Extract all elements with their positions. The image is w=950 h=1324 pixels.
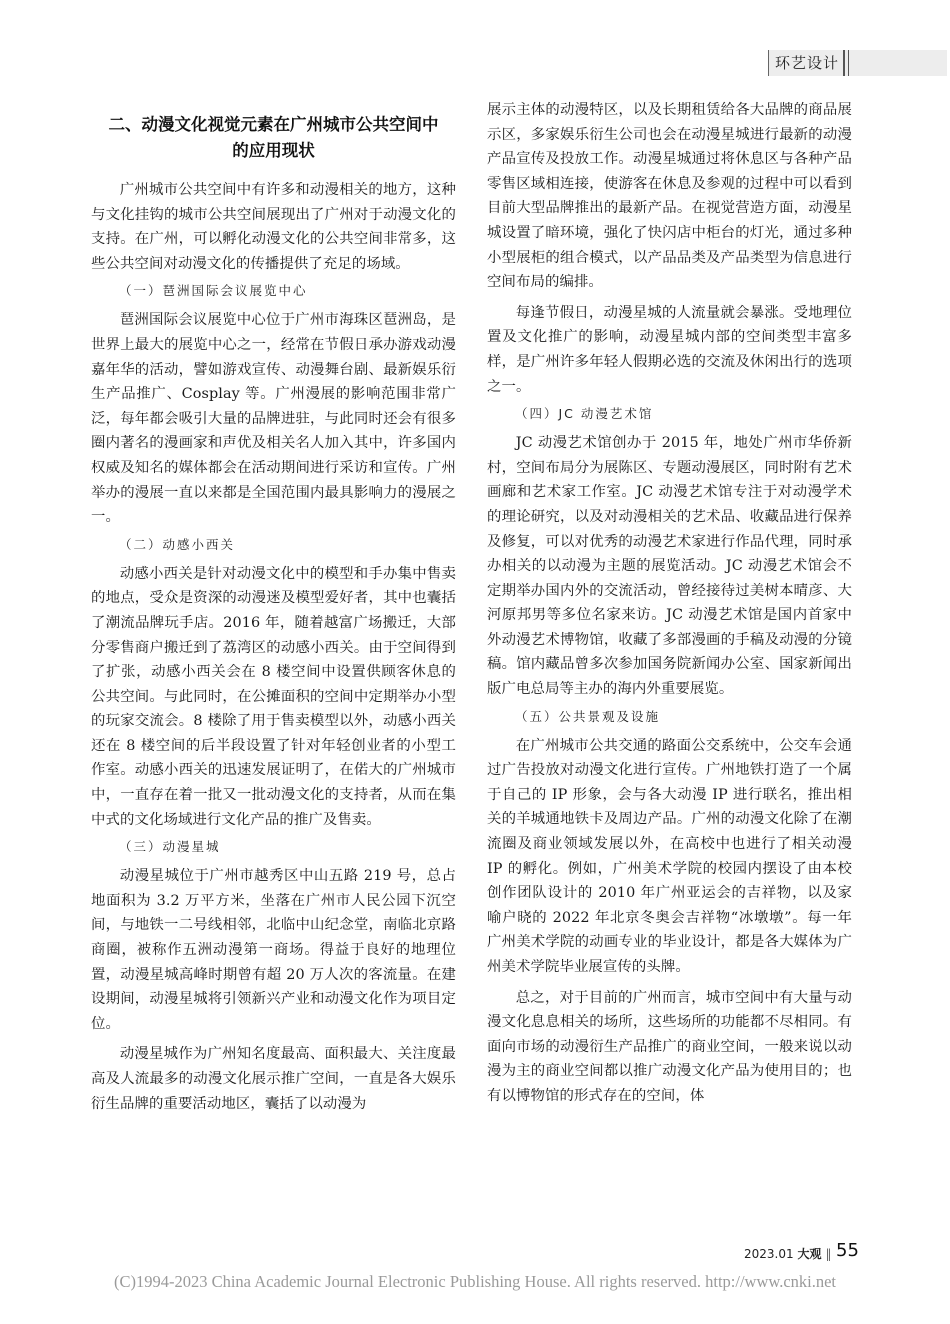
- subheading-public-facilities: （五）公共景观及设施: [515, 708, 661, 724]
- intro-paragraph: 广州城市公共空间中有许多和动漫相关的地方，这种与文化挂钩的城市公共空间展现出了广州对于动漫文化的支持。在广州，可以孵化动漫文化的公共空间非常多，这些公共空间对动漫文化的传播提供了充足的场域。: [91, 182, 456, 272]
- subheading-xingcheng: （三）动漫星城: [119, 839, 221, 855]
- section-heading-line1: 二、动漫文化视觉元素在广州城市公共空间中: [108, 115, 439, 134]
- left-column: [91, 112, 456, 1116]
- section-tag-bar-thin: [848, 50, 849, 76]
- section-heading: [91, 112, 456, 164]
- xingcheng-continued-paragraph: 展示主体的动漫特区，以及长期租赁给各大品牌的商品展示区，多家娱乐衍生公司也会在动漫星城进行最新的动漫产品宣传及投放工作。动漫星城通过将休息区与各种产品零售区域相连接，使游客在休息及参观的过程中可以看到目前大型品牌推出的最新产品。在视觉营造方面，动漫星城设置了暗环境，强化了快闪店中柜台的灯光，通过多种小型展柜的组合模式，以产品品类及产品类型为信息进行空间布局的编排。: [487, 102, 852, 291]
- xingcheng-paragraph-2: 动漫星城作为广州知名度最高、面积最大、关注度最高及人流最多的动漫文化展示推广空间，一直是各大娱乐衍生品牌的重要活动地区，囊括了以动漫为: [91, 1046, 456, 1112]
- footer-separator: ‖: [825, 1247, 832, 1261]
- pazhou-paragraph: 琶洲国际会议展览中心位于广州市海珠区琶洲岛，是世界上最大的展览中心之一，经常在节假日承办游戏动漫嘉年华的活动，譬如游戏宣传、动漫舞台剧、最新娱乐衍生产品推广、Cosplay 等。广州漫展的影响范围非常广泛，每年都会吸引大量的品牌进驻，与此同时还会有很多圈内著名的漫画家和声优及相关名人加入其中，许多国内权威及知名的媒体都会在活动期间进行采访和宣传。广州举办的漫展一直以来都是全国范围内最具影响力的漫展之一。: [91, 312, 456, 526]
- page-number: 55: [836, 1240, 859, 1261]
- subheading-xiguan: （二）动感小西关: [119, 536, 236, 552]
- jc-gallery-paragraph: JC 动漫艺术馆创办于 2015 年，地处广州市华侨新村，空间布局分为展陈区、专题动漫展区，同时附有艺术画廊和艺术家工作室。JC 动漫艺术馆专注于对动漫学术的理论研究，以及对动漫相关的艺术品、收藏品进行保养及修复，可以对优秀的动漫艺术家进行作品代理，同时承办相关的以动漫为主题的展览活动。JC 动漫艺术馆会不定期举办国内外的交流活动，曾经接待过美树本晴彦、大河原邦男等多位名家来访。JC 动漫艺术馆是国内首家中外动漫艺术博物馆，收藏了多部漫画的手稿及动漫的分镜稿。馆内藏品曾多次参加国务院新闻办公室、国家新闻出版广电总局等主办的海内外重要展览。: [487, 435, 852, 698]
- right-column: [487, 98, 852, 1109]
- section-tag-label: 环艺设计: [775, 54, 840, 72]
- journal-name: 大观: [797, 1247, 822, 1261]
- subheading-jc-gallery: （四）JC 动漫艺术馆: [515, 406, 654, 422]
- copyright-watermark: (C)1994-2023 China Academic Journal Electronic Publishing House. All rights reserved. http://www.cnki.net: [113, 1272, 837, 1291]
- public-facilities-paragraph: 在广州城市公共交通的路面公交系统中，公交车会通过广告投放对动漫文化进行宣传。广州地铁打造了一个属于自己的 IP 形象，会与各大动漫 IP 进行联名，推出相关的羊城通地铁卡及周边产品。广州的动漫文化除了在潮流圈及商业领域发展以外，在高校中也进行了相关动漫 IP 的孵化。例如，广州美术学院的校园内摆设了由本校创作团队设计的 2010 年广州亚运会的吉祥物，以及家喻户晓的 2022 年北京冬奥会吉祥物“冰墩墩”。每一年广州美术学院的动画专业的毕业设计，都是各大媒体为广州美术学院毕业展宣传的头牌。: [487, 737, 852, 975]
- xiguan-paragraph: 动感小西关是针对动漫文化中的模型和手办集中售卖的地点，受众是资深的动漫迷及模型爱好者，其中也囊括了潮流品牌玩手店。2016 年，随着越富广场搬迁，大部分零售商户搬迁到了荔湾区的动感小西关。由于空间得到了扩张，动感小西关会在 8 楼空间中设置供顾客休息的公共空间。与此同时，在公摊面积的空间中定期举办小型的玩家交流会。8 楼除了用于售卖模型以外，动感小西关还在 8 楼空间的后半段设置了针对年轻创业者的小型工作室。动感小西关的迅速发展证明了，在偌大的广州城市中，一直存在着一批又一批动漫文化的支持者，从而在集中式的文化场域进行文化产品的推广及售卖。: [91, 565, 456, 828]
- journal-info: [744, 1245, 835, 1262]
- section-heading-line2: 的应用现状: [232, 141, 315, 160]
- section-tag-bar: [843, 50, 845, 76]
- section-tag: [768, 50, 947, 76]
- issue-date: 2023.01: [744, 1247, 794, 1261]
- xingcheng-paragraph-1: 动漫星城位于广州市越秀区中山五路 219 号，总占地面积为 3.2 万平方米，坐落在广州市人民公园下沉空间，与地铁一二号线相邻，北临中山纪念堂，南临北京路商圈，被称作五洲动漫第一商场。得益于良好的地理位置，动漫星城高峰时期曾有超 20 万人次的客流量。在建设期间，动漫星城将引领新兴产业和动漫文化作为项目定位。: [91, 868, 456, 1032]
- summary-paragraph: 总之，对于目前的广州而言，城市空间中有大量与动漫文化息息相关的场所，这些场所的功能都不尽相同。有面向市场的动漫衍生产品推广的商业空间，一般来说以动漫为主的商业空间都以推广动漫文化产品为使用目的；也有以博物馆的形式存在的空间，体: [487, 989, 852, 1104]
- subheading-pazhou: （一）琶洲国际会议展览中心: [119, 283, 308, 299]
- holiday-paragraph: 每逢节假日，动漫星城的人流量就会暴涨。受地理位置及文化推广的影响，动漫星城内部的空间类型丰富多样，是广州许多年轻人假期必选的交流及休闲出行的选项之一。: [487, 304, 852, 395]
